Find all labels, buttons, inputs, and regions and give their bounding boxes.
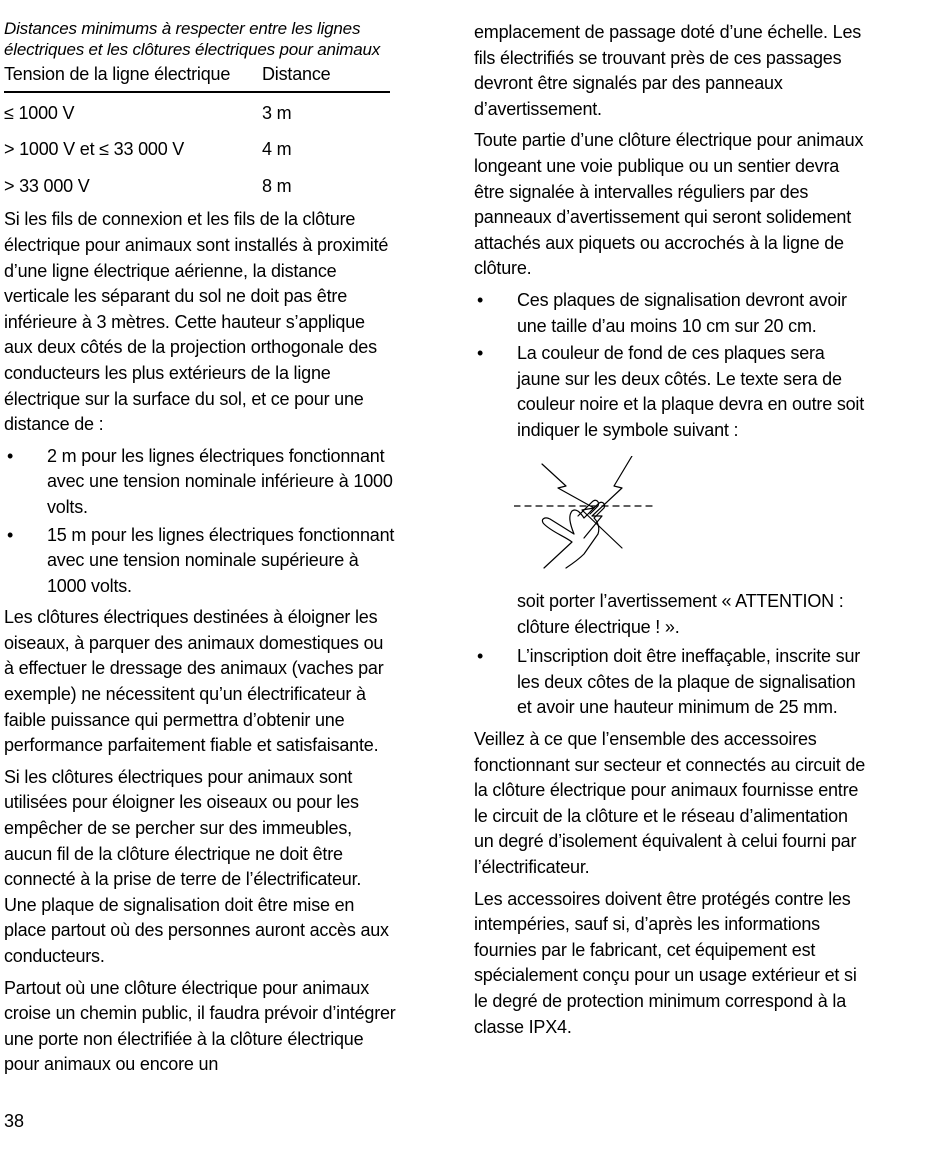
paragraph-weather-protection: Les accessoires doivent être protégés contre les intempéries, sauf si, d’après les informations fournies par le fabricant, cet équipement est spécialement conçu pour un usage extérieur et si le degré de protection minimum correspond à la classe IPX4. [474, 888, 857, 1037]
paragraph-birds: Si les clôtures électriques pour animaux sont utilisées pour éloigner les oiseaux ou pour les empêcher de se percher sur des immeubles, aucun fil de la clôture électrique ne doit être connecté à la prise de terre de l’électrificateur. Une plaque de signalisation doit être mise en place partout où des personnes auront accès aux conducteurs. [4, 766, 389, 966]
paragraph-low-power: Les clôtures électriques destinées à éloigner les oiseaux, à parquer des animaux domestiques ou à effectuer le dressage des animaux (vaches par exemple) ne nécessitent qu’un électrificateur à faible puissance qui permettra d’obtenir une performance parfaitement fiable et satisfaisante. [4, 607, 384, 756]
table-header-row [4, 62, 390, 92]
table-cell-voltage: ≤ 1000 V [4, 102, 75, 123]
distance-table [4, 62, 390, 205]
paragraph-isolation: Veillez à ce que l’ensemble des accessoires fonctionnant sur secteur et connectés au circuit de la clôture électrique pour animaux fournisse entre le circuit de la clôture et le réseau d’alimentation un degré d’isolement équivalent à celui fourni par l’électrificateur. [474, 729, 866, 878]
table-cell-voltage: > 1000 V et ≤ 33 000 V [4, 139, 185, 160]
bullet-icon: • [7, 445, 14, 466]
warning-text-alternative: soit porter l’avertissement « ATTENTION : clôture électrique ! ». [517, 591, 844, 637]
table-cell-distance: 4 m [262, 139, 292, 160]
list-item-text: La couleur de fond de ces plaques sera jaune sur les deux côtés. Le texte sera de couleur noire et la plaque devra en outre soit indiquer le symbole suivant : [517, 343, 865, 440]
table-cell-voltage: > 33 000 V [4, 175, 90, 196]
lightning-bolt-right [584, 456, 632, 538]
bullet-icon: • [477, 289, 484, 310]
table-row [4, 132, 390, 169]
left-column [4, 18, 396, 1084]
inscription-list [474, 644, 866, 721]
paragraph-ladder: emplacement de passage doté d’une échelle. Les fils électrifiés se trouvant près de ces passages devront être signalés par des panneaux d’avertissement. [474, 22, 862, 119]
list-item [474, 341, 866, 443]
table-row [4, 169, 390, 206]
right-column [474, 20, 866, 1046]
table-cell-distance: 8 m [262, 175, 292, 196]
paragraph-warning-signs: Toute partie d’une clôture électrique pour animaux longeant une voie publique ou un sentier devra être signalée à intervalles réguliers par des panneaux d’avertissement qui seront solidement attachés aux piquets ou accrochés à la ligne de clôture. [474, 130, 864, 279]
bullet-icon: • [477, 646, 484, 667]
list-item-text: L’inscription doit être ineffaçable, inscrite sur les deux côtes de la plaque de signalisation et avoir une hauteur minimum de 25 mm. [517, 646, 861, 718]
paragraph-overhead-line: Si les fils de connexion et les fils de la clôture électrique pour animaux sont installés à proximité d’une ligne électrique aérienne, la distance verticale les séparant du sol ne doit pas être inférieure à 3 mètres. Cette hauteur s’applique aux deux côtés de la projection orthogonale des conducteurs les plus extérieurs de la ligne électrique sur la surface du sol, et ce pour une distance de : [4, 209, 389, 435]
table-caption: Distances minimums à respecter entre les lignes électriques et les clôtures électriques pour animaux [4, 19, 381, 59]
page-number: 38 [4, 1111, 25, 1131]
list-item [4, 523, 396, 600]
table-header-distance: Distance [254, 62, 390, 92]
list-item [474, 644, 866, 721]
list-item-text: 15 m pour les lignes électriques fonctionnant avec une tension nominale supérieure à 1000 volts. [47, 524, 395, 596]
bullet-icon: • [7, 524, 14, 545]
table-cell-distance: 3 m [262, 102, 292, 123]
list-item [4, 444, 396, 521]
sign-requirements-list [474, 288, 866, 444]
list-item-text: 2 m pour les lignes électriques fonctionnant avec une tension nominale inférieure à 1000 volts. [47, 445, 393, 517]
table-row [4, 92, 390, 133]
table-header-voltage: Tension de la ligne électrique [4, 62, 254, 92]
list-item [474, 288, 866, 339]
bullet-icon: • [477, 343, 484, 364]
list-item-text: Ces plaques de signalisation devront avoir une taille d’au moins 10 cm sur 20 cm. [517, 289, 847, 336]
electric-fence-warning-symbol-icon [514, 456, 664, 576]
distance-list [4, 444, 396, 600]
paragraph-public-path: Partout où une clôture électrique pour animaux croise un chemin public, il faudra prévoir d’intégrer une porte non électrifiée à la clôture électrique pour animaux ou encore un [4, 977, 396, 1075]
